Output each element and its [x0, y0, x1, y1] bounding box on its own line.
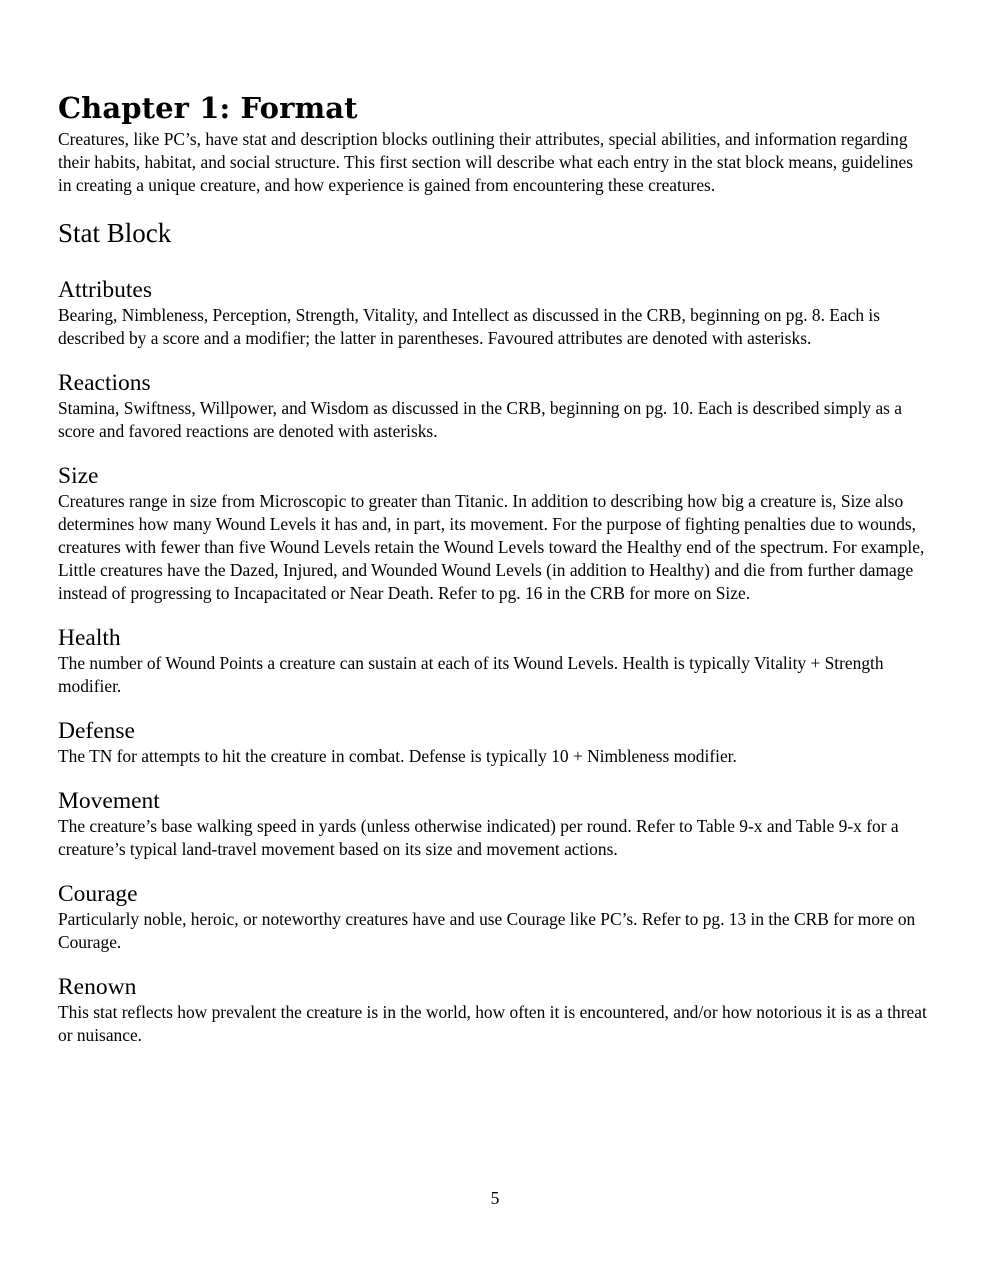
- defense-heading: Defense: [58, 718, 135, 744]
- renown-heading: Renown: [58, 974, 137, 1000]
- defense-text: The TN for attempts to hit the creature in combat. Defense is typically 10 + Nimbleness modifier.: [58, 746, 737, 766]
- page-number: 5: [490, 1188, 500, 1208]
- health-text: The number of Wound Points a creature can sustain at each of its Wound Levels. Health is typically Vitality + Strength modifier.: [58, 653, 884, 696]
- courage-text: Particularly noble, heroic, or noteworthy creatures have and use Courage like PC’s. Refer to pg. 13 in the CRB for more on Courage.: [58, 909, 916, 952]
- chapter-title: Chapter 1: Format: [58, 91, 358, 125]
- attributes-heading: Attributes: [58, 277, 152, 303]
- document-page: [58, 88, 928, 1047]
- courage-heading: Courage: [58, 881, 138, 907]
- movement-heading: Movement: [58, 788, 160, 814]
- renown-text: This stat reflects how prevalent the creature is in the world, how often it is encountered, and/or how notorious it is as a threat or nuisance.: [58, 1002, 927, 1045]
- size-text: Creatures range in size from Microscopic to greater than Titanic. In addition to describing how big a creature is, Size also determines how many Wound Levels it has and, in part, its movement. For the purpose of fighting penalties due to wounds, creatures with fewer than five Wound Levels retain the Wound Levels toward the Healthy end of the spectrum. For example, Little creatures have the Dazed, Injured, and Wounded Wound Levels (in addition to Healthy) and die from further damage instead of progressing to Incapacitated or Near Death. Refer to pg. 16 in the CRB for more on Size.: [58, 491, 925, 603]
- chapter-intro: Creatures, like PC’s, have stat and description blocks outlining their attributes, special abilities, and information regarding their habits, habitat, and social structure. This first section will describe what each entry in the stat block means, guidelines in creating a unique creature, and how experience is gained from encountering these creatures.: [58, 129, 913, 195]
- health-heading: Health: [58, 625, 121, 651]
- reactions-text: Stamina, Swiftness, Willpower, and Wisdom as discussed in the CRB, beginning on pg. 10. Each is described simply as a score and favored reactions are denoted with asterisks.: [58, 398, 902, 441]
- size-heading: Size: [58, 463, 99, 489]
- stat-block-heading: Stat Block: [58, 218, 172, 248]
- reactions-heading: Reactions: [58, 370, 151, 396]
- movement-text: The creature’s base walking speed in yards (unless otherwise indicated) per round. Refer to Table 9-x and Table 9-x for a creature’s typical land-travel movement based on its size and movement actions.: [58, 816, 899, 859]
- attributes-text: Bearing, Nimbleness, Perception, Strength, Vitality, and Intellect as discussed in the CRB, beginning on pg. 8. Each is described by a score and a modifier; the latter in parentheses. Favoured attributes are denoted with asterisks.: [58, 305, 880, 348]
